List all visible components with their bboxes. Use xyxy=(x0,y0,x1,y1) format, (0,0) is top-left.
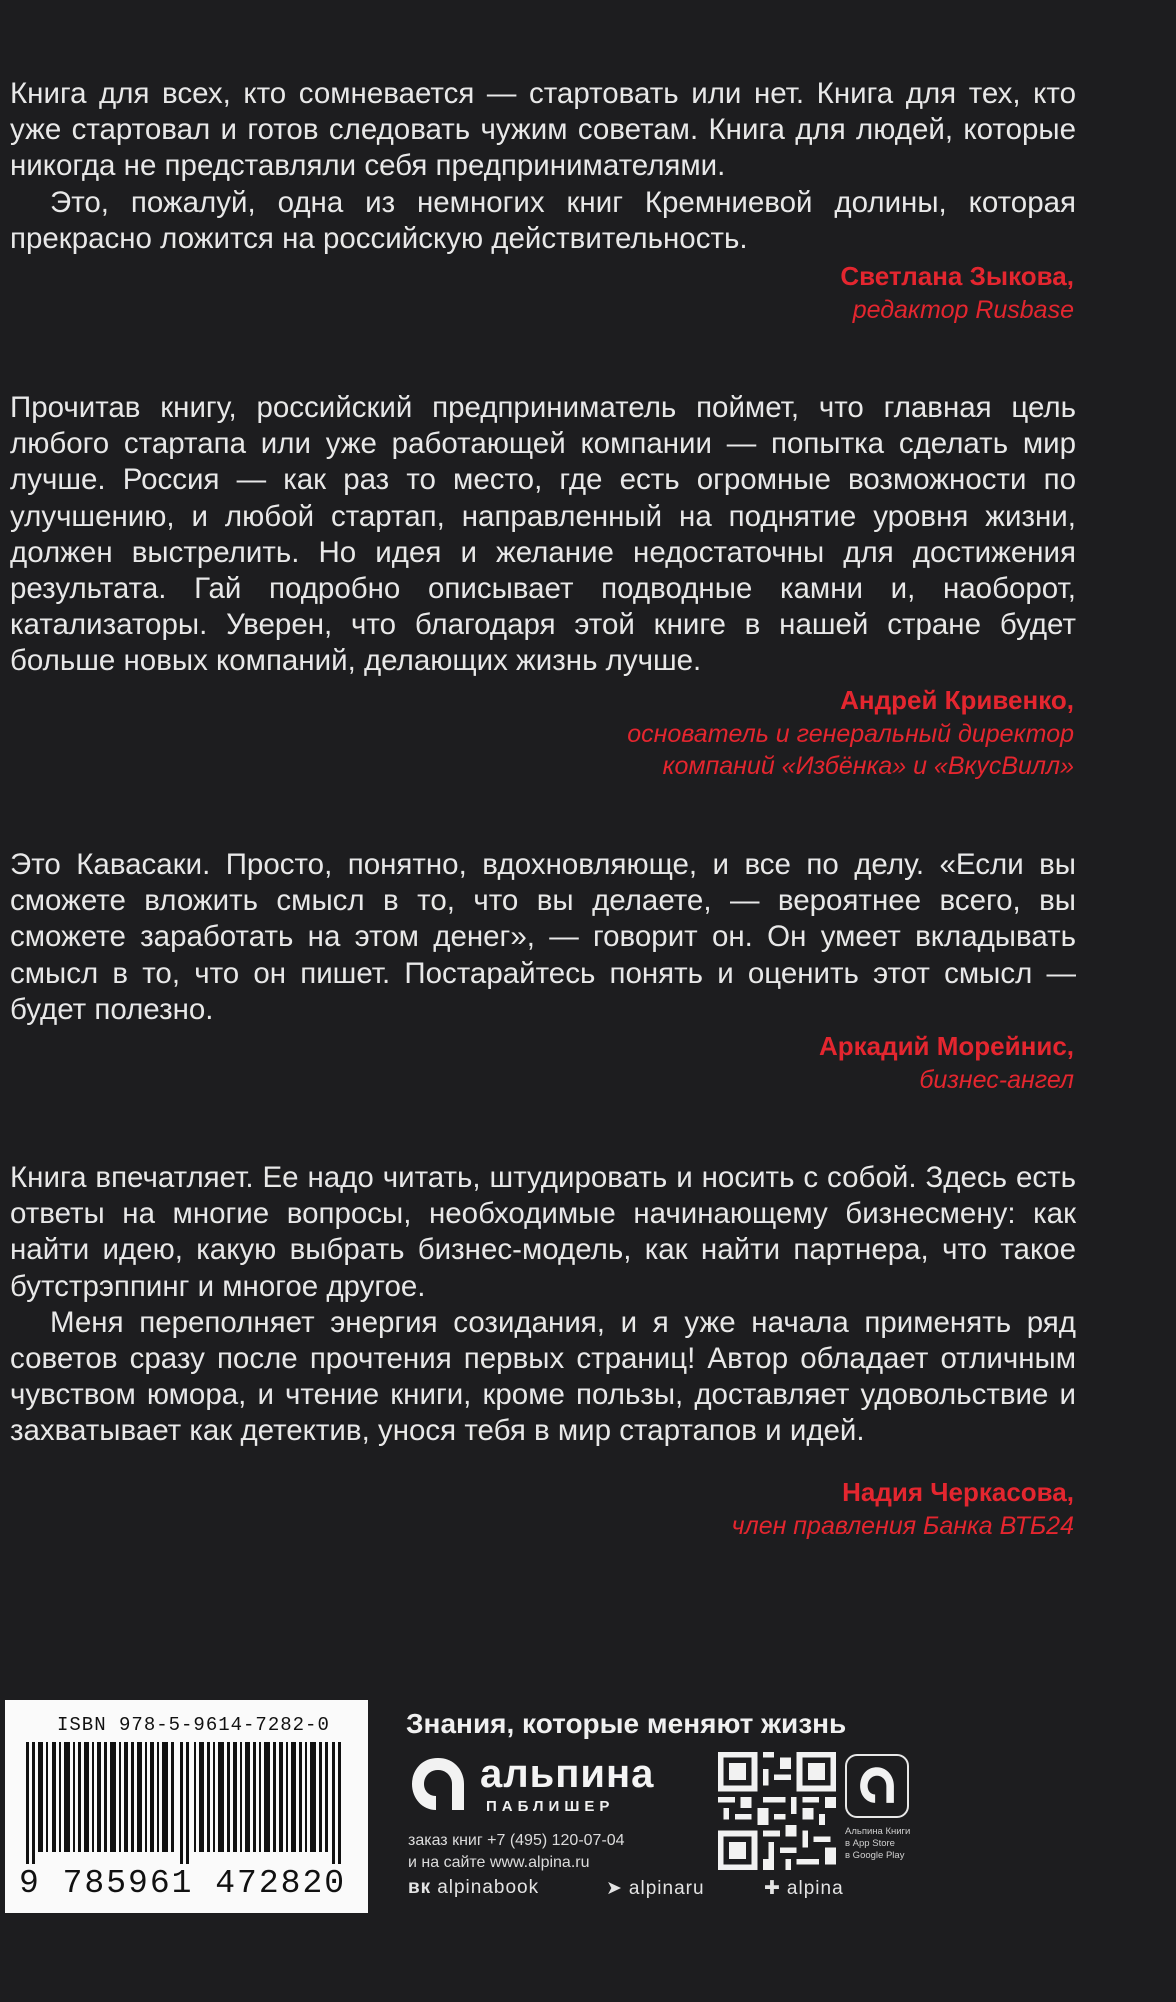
reviewer-role: основатель и генеральный директор xyxy=(627,720,1074,748)
odnoklassniki-icon: ✚ xyxy=(764,1878,781,1899)
order-info xyxy=(408,1830,625,1874)
quote-paragraph: Меня переполняет энергия созидания, и я уже начала применять ряд советов сразу после прочтения первых страниц! Автор обладает отличным чувством юмора, и чтение книги, кроме пользы, доставляет удовольствие и захватывает как детектив, унося тебя в мир стартапов и идей. xyxy=(10,1305,1076,1448)
reviewer-name: Аркадий Морейнис, xyxy=(818,1031,1074,1061)
barcode-digits: 9 785961 472820 xyxy=(19,1865,347,1902)
app-store-link: в App Store xyxy=(845,1838,895,1849)
review-quote xyxy=(10,847,1076,1028)
publisher-name: альпина xyxy=(480,1752,655,1796)
reviewer-name: Надия Черкасова, xyxy=(842,1477,1074,1507)
isbn-label: ISBN 978-5-9614-7282-0 xyxy=(57,1714,330,1736)
review-attribution xyxy=(627,682,1074,782)
quote-paragraph: Это, пожалуй, одна из немногих книг Кремниевой долины, которая прекрасно ложится на российскую действительность. xyxy=(10,185,1076,255)
reviewer-role: компаний «Избёнка» и «ВкусВилл» xyxy=(662,752,1074,780)
publisher-slogan: Знания, которые меняют жизнь xyxy=(406,1708,847,1739)
social-odnoklassniki xyxy=(764,1877,844,1900)
review-quote xyxy=(10,76,1076,257)
vk-icon: вк xyxy=(408,1877,432,1898)
quote-paragraph: Книга для всех, кто сомневается — стартовать или нет. Книга для тех, кто уже стартовал и готов следовать чужим советам. Книга для людей, которые никогда не представляли себя предпринимателями. xyxy=(10,77,1076,183)
telegram-icon: ➤ xyxy=(606,1878,623,1899)
review-attribution xyxy=(819,1028,1074,1096)
reviewer-role: член правления Банка ВТБ24 xyxy=(731,1512,1074,1540)
social-telegram xyxy=(606,1877,705,1900)
quote-paragraph: Прочитав книгу, российский предприниматель поймет, что главная цель любого стартапа или уже работающей компании — попытка сделать мир лучше. Россия — как раз то место, где есть огромные возможности по улучшению, и любой стартап, направленный на поднятие уровня жизни, должен выстрелить. Но идея и желание недостаточны для достижения результата. Гай подробно описывает подводные камни и, наоборот, катализаторы. Уверен, что благодаря этой книге в нашей стране будет больше новых компаний, делающих жизнь лучше. xyxy=(10,391,1076,678)
reviewer-role: бизнес-ангел xyxy=(919,1066,1074,1094)
app-name: Альпина Книги xyxy=(845,1826,911,1837)
barcode-icon xyxy=(22,1742,352,1864)
qr-code-icon xyxy=(718,1752,836,1870)
reviewer-role: редактор Rusbase xyxy=(852,296,1074,324)
social-label: alpinaru xyxy=(628,1878,705,1899)
review-quote xyxy=(10,390,1076,680)
reviewer-name: Андрей Кривенко, xyxy=(840,685,1074,715)
social-label: alpinabook xyxy=(437,1877,540,1898)
reviewer-name: Светлана Зыкова, xyxy=(840,261,1074,291)
order-phone: заказ книг +7 (495) 120-07-04 xyxy=(408,1832,625,1849)
review-attribution xyxy=(732,1474,1074,1542)
review-attribution xyxy=(840,258,1074,326)
social-label: alpina xyxy=(786,1878,844,1899)
publisher-subname: ПАБЛИШЕР xyxy=(486,1798,615,1815)
app-store-text xyxy=(845,1826,910,1862)
review-quote xyxy=(10,1160,1076,1450)
google-play-link: в Google Play xyxy=(845,1850,905,1861)
quote-paragraph: Это Кавасаки. Просто, понятно, вдохновляюще, и все по делу. «Если вы сможете вложить смысл в то, что вы делаете, — вероятнее всего, вы сможете заработать на этом денег», — говорит он. Он умеет вкладывать смысл в то, что он пишет. Постарайтесь понять и оценить этот смысл — будет полезно. xyxy=(10,848,1076,1026)
order-website: и на сайте www.alpina.ru xyxy=(408,1854,590,1871)
alpina-app-icon xyxy=(845,1754,909,1818)
alpina-logo-icon xyxy=(406,1752,470,1816)
social-vk xyxy=(408,1877,539,1899)
isbn-barcode-box xyxy=(5,1700,368,1913)
quote-paragraph: Книга впечатляет. Ее надо читать, штудировать и носить с собой. Здесь есть ответы на многие вопросы, необходимые начинающему бизнесмену: как найти идею, какую выбрать бизнес-модель, как найти партнера, что такое бутстрэппинг и многое другое. xyxy=(10,1161,1076,1303)
